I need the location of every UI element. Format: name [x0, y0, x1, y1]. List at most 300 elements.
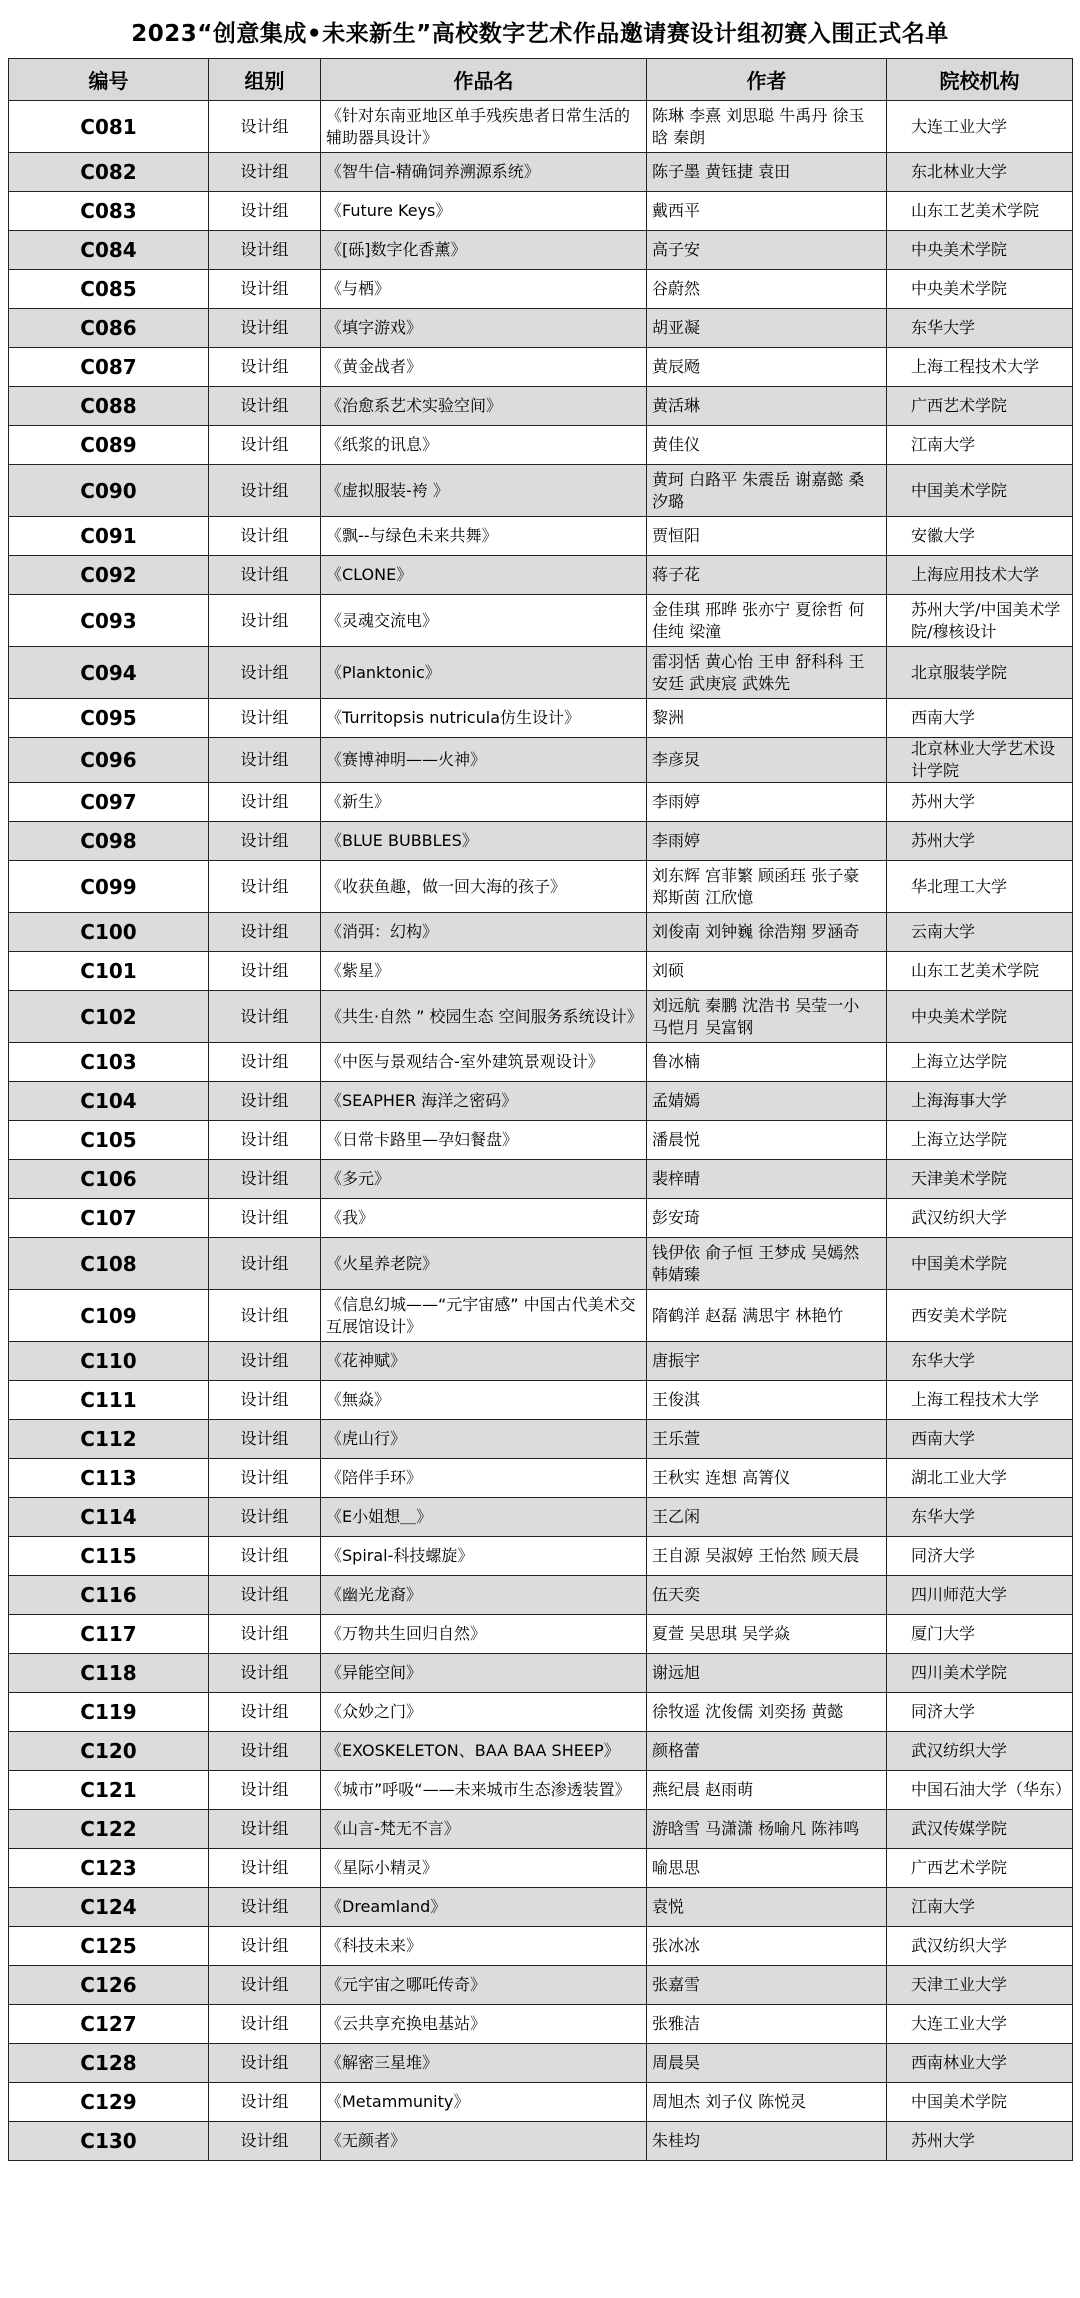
cell-work-title: 《无颜者》: [321, 2122, 647, 2161]
cell-author: 钱伊依 俞子恒 王梦成 吴嫣然 韩婧臻: [647, 1238, 887, 1290]
cell-number: C124: [9, 1888, 209, 1927]
cell-group: 设计组: [209, 231, 321, 270]
cell-institution: 广西艺术学院: [887, 387, 1073, 426]
cell-group: 设计组: [209, 517, 321, 556]
cell-author: 潘晨悦: [647, 1121, 887, 1160]
cell-work-title: 《众妙之门》: [321, 1693, 647, 1732]
cell-institution: 中国美术学院: [887, 1238, 1073, 1290]
cell-work-title: 《幽光龙裔》: [321, 1576, 647, 1615]
cell-author: 戴西平: [647, 192, 887, 231]
cell-number: C086: [9, 309, 209, 348]
table-row: [9, 1498, 1073, 1537]
cell-group: 设计组: [209, 1043, 321, 1082]
cell-group: 设计组: [209, 861, 321, 913]
cell-number: C115: [9, 1537, 209, 1576]
cell-number: C118: [9, 1654, 209, 1693]
cell-institution: 天津美术学院: [887, 1160, 1073, 1199]
cell-author: 李彦炅: [647, 738, 887, 783]
cell-institution: 苏州大学: [887, 2122, 1073, 2161]
cell-work-title: 《無焱》: [321, 1381, 647, 1420]
cell-work-title: 《共生·自然 ” 校园生态 空间服务系统设计》: [321, 991, 647, 1043]
cell-number: C108: [9, 1238, 209, 1290]
cell-group: 设计组: [209, 101, 321, 153]
cell-number: C127: [9, 2005, 209, 2044]
cell-work-title: 《花神赋》: [321, 1342, 647, 1381]
cell-group: 设计组: [209, 1082, 321, 1121]
cell-number: C099: [9, 861, 209, 913]
cell-group: 设计组: [209, 270, 321, 309]
cell-institution: 中央美术学院: [887, 991, 1073, 1043]
table-row: [9, 1693, 1073, 1732]
cell-institution: 广西艺术学院: [887, 1849, 1073, 1888]
table-row: [9, 1966, 1073, 2005]
cell-author: 裴梓晴: [647, 1160, 887, 1199]
cell-number: C104: [9, 1082, 209, 1121]
cell-institution: 山东工艺美术学院: [887, 192, 1073, 231]
finalist-table: [8, 58, 1073, 2161]
header-author: 作者: [647, 59, 887, 101]
cell-institution: 武汉纺织大学: [887, 1732, 1073, 1771]
cell-group: 设计组: [209, 2005, 321, 2044]
cell-work-title: 《Metammunity》: [321, 2083, 647, 2122]
table-row: [9, 1888, 1073, 1927]
cell-author: 刘俊南 刘钟巍 徐浩翔 罗涵奇: [647, 913, 887, 952]
cell-group: 设计组: [209, 1576, 321, 1615]
cell-institution: 武汉纺织大学: [887, 1927, 1073, 1966]
table-row: [9, 738, 1073, 783]
cell-number: C126: [9, 1966, 209, 2005]
table-row: [9, 952, 1073, 991]
cell-number: C116: [9, 1576, 209, 1615]
table-row: [9, 1420, 1073, 1459]
cell-group: 设计组: [209, 1654, 321, 1693]
cell-author: 朱桂均: [647, 2122, 887, 2161]
cell-author: 张冰冰: [647, 1927, 887, 1966]
cell-number: C114: [9, 1498, 209, 1537]
cell-number: C100: [9, 913, 209, 952]
cell-number: C095: [9, 699, 209, 738]
cell-group: 设计组: [209, 1342, 321, 1381]
cell-author: 颜格蕾: [647, 1732, 887, 1771]
table-row: [9, 913, 1073, 952]
cell-number: C122: [9, 1810, 209, 1849]
header-institution: 院校机构: [887, 59, 1073, 101]
table-row: [9, 517, 1073, 556]
table-row: [9, 270, 1073, 309]
cell-institution: 大连工业大学: [887, 2005, 1073, 2044]
cell-group: 设计组: [209, 2122, 321, 2161]
cell-work-title: 《针对东南亚地区单手残疾患者日常生活的辅助器具设计》: [321, 101, 647, 153]
cell-group: 设计组: [209, 1290, 321, 1342]
cell-work-title: 《SEAPHER 海洋之密码》: [321, 1082, 647, 1121]
cell-author: 胡亚凝: [647, 309, 887, 348]
cell-work-title: 《紫星》: [321, 952, 647, 991]
cell-author: 王乙闲: [647, 1498, 887, 1537]
cell-institution: 天津工业大学: [887, 1966, 1073, 2005]
cell-institution: 西南林业大学: [887, 2044, 1073, 2083]
cell-number: C082: [9, 153, 209, 192]
cell-number: C110: [9, 1342, 209, 1381]
cell-number: C123: [9, 1849, 209, 1888]
table-row: [9, 2122, 1073, 2161]
cell-institution: 安徽大学: [887, 517, 1073, 556]
cell-author: 燕纪晨 赵雨萌: [647, 1771, 887, 1810]
cell-author: 贾恒阳: [647, 517, 887, 556]
cell-work-title: 《CLONE》: [321, 556, 647, 595]
cell-work-title: 《星际小精灵》: [321, 1849, 647, 1888]
cell-institution: 苏州大学: [887, 783, 1073, 822]
cell-number: C102: [9, 991, 209, 1043]
cell-number: C081: [9, 101, 209, 153]
cell-institution: 同济大学: [887, 1537, 1073, 1576]
cell-author: 黄活琳: [647, 387, 887, 426]
cell-work-title: 《治愈系艺术实验空间》: [321, 387, 647, 426]
cell-institution: 北京林业大学艺术设计学院: [887, 738, 1073, 783]
cell-group: 设计组: [209, 783, 321, 822]
cell-work-title: 《[砾]数字化香薰》: [321, 231, 647, 270]
cell-group: 设计组: [209, 1238, 321, 1290]
cell-institution: 华北理工大学: [887, 861, 1073, 913]
cell-work-title: 《山言-梵无不言》: [321, 1810, 647, 1849]
cell-author: 谷蔚然: [647, 270, 887, 309]
table-row: [9, 1771, 1073, 1810]
cell-author: 谢远旭: [647, 1654, 887, 1693]
cell-author: 王俊淇: [647, 1381, 887, 1420]
cell-work-title: 《与栖》: [321, 270, 647, 309]
cell-group: 设计组: [209, 699, 321, 738]
cell-author: 孟婧嫣: [647, 1082, 887, 1121]
cell-number: C088: [9, 387, 209, 426]
table-row: [9, 1849, 1073, 1888]
cell-author: 徐牧遥 沈俊儒 刘奕扬 黄懿: [647, 1693, 887, 1732]
cell-work-title: 《填字游戏》: [321, 309, 647, 348]
cell-institution: 中国美术学院: [887, 2083, 1073, 2122]
cell-work-title: 《Dreamland》: [321, 1888, 647, 1927]
cell-work-title: 《信息幻城——“元宇宙感” 中国古代美术交互展馆设计》: [321, 1290, 647, 1342]
cell-author: 蒋子花: [647, 556, 887, 595]
cell-number: C106: [9, 1160, 209, 1199]
page-title: 2023“创意集成•未来新生”高校数字艺术作品邀请赛设计组初赛入围正式名单: [131, 21, 949, 47]
cell-author: 黄珂 白路平 朱震岳 谢嘉懿 桑汐璐: [647, 465, 887, 517]
cell-work-title: 《Turritopsis nutricula仿生设计》: [321, 699, 647, 738]
table-row: [9, 1615, 1073, 1654]
cell-work-title: 《虚拟服装-袴 》: [321, 465, 647, 517]
cell-number: C092: [9, 556, 209, 595]
cell-number: C129: [9, 2083, 209, 2122]
table-row: [9, 2083, 1073, 2122]
cell-number: C120: [9, 1732, 209, 1771]
header-group: 组别: [209, 59, 321, 101]
table-row: [9, 991, 1073, 1043]
cell-work-title: 《E小姐想＿》: [321, 1498, 647, 1537]
cell-institution: 上海立达学院: [887, 1043, 1073, 1082]
cell-work-title: 《我》: [321, 1199, 647, 1238]
table-row: [9, 1537, 1073, 1576]
cell-group: 设计组: [209, 1199, 321, 1238]
cell-group: 设计组: [209, 1927, 321, 1966]
cell-number: C105: [9, 1121, 209, 1160]
cell-number: C091: [9, 517, 209, 556]
cell-group: 设计组: [209, 1498, 321, 1537]
cell-number: C097: [9, 783, 209, 822]
cell-work-title: 《城市”呼吸“——未来城市生态渗透装置》: [321, 1771, 647, 1810]
cell-work-title: 《陪伴手环》: [321, 1459, 647, 1498]
cell-author: 隋鹤洋 赵磊 满思宇 林艳竹: [647, 1290, 887, 1342]
table-row: [9, 1654, 1073, 1693]
cell-number: C121: [9, 1771, 209, 1810]
cell-author: 李雨婷: [647, 783, 887, 822]
cell-institution: 苏州大学: [887, 822, 1073, 861]
cell-author: 张雅洁: [647, 2005, 887, 2044]
cell-group: 设计组: [209, 1693, 321, 1732]
table-row: [9, 1043, 1073, 1082]
cell-work-title: 《虎山行》: [321, 1420, 647, 1459]
cell-number: C087: [9, 348, 209, 387]
cell-work-title: 《异能空间》: [321, 1654, 647, 1693]
cell-author: 喻思思: [647, 1849, 887, 1888]
cell-work-title: 《Spiral-科技螺旋》: [321, 1537, 647, 1576]
header-work: 作品名: [321, 59, 647, 101]
cell-institution: 中央美术学院: [887, 231, 1073, 270]
cell-group: 设计组: [209, 1888, 321, 1927]
table-row: [9, 192, 1073, 231]
cell-work-title: 《万物共生回归自然》: [321, 1615, 647, 1654]
cell-group: 设计组: [209, 595, 321, 647]
table-row: [9, 1576, 1073, 1615]
cell-number: C107: [9, 1199, 209, 1238]
table-row: [9, 647, 1073, 699]
cell-work-title: 《日常卡路里—孕妇餐盘》: [321, 1121, 647, 1160]
cell-work-title: 《灵魂交流电》: [321, 595, 647, 647]
cell-author: 周晨昊: [647, 2044, 887, 2083]
cell-institution: 云南大学: [887, 913, 1073, 952]
cell-number: C085: [9, 270, 209, 309]
cell-group: 设计组: [209, 1810, 321, 1849]
cell-group: 设计组: [209, 192, 321, 231]
table-row: [9, 783, 1073, 822]
table-row: [9, 1082, 1073, 1121]
cell-author: 陈琳 李熹 刘思聪 牛禹丹 徐玉晗 秦朗: [647, 101, 887, 153]
cell-institution: 中国美术学院: [887, 465, 1073, 517]
cell-author: 鲁冰楠: [647, 1043, 887, 1082]
cell-institution: 同济大学: [887, 1693, 1073, 1732]
cell-institution: 北京服装学院: [887, 647, 1073, 699]
cell-institution: 武汉纺织大学: [887, 1199, 1073, 1238]
cell-work-title: 《多元》: [321, 1160, 647, 1199]
table-row: [9, 1199, 1073, 1238]
cell-number: C093: [9, 595, 209, 647]
cell-number: C083: [9, 192, 209, 231]
cell-number: C125: [9, 1927, 209, 1966]
cell-work-title: 《EXOSKELETON、BAA BAA SHEEP》: [321, 1732, 647, 1771]
table-row: [9, 2005, 1073, 2044]
cell-group: 设计组: [209, 952, 321, 991]
cell-institution: 湖北工业大学: [887, 1459, 1073, 1498]
cell-group: 设计组: [209, 2044, 321, 2083]
cell-work-title: 《收获鱼趣，做一回大海的孩子》: [321, 861, 647, 913]
cell-work-title: 《Planktonic》: [321, 647, 647, 699]
cell-institution: 西南大学: [887, 1420, 1073, 1459]
header-row: [9, 59, 1073, 101]
cell-group: 设计组: [209, 465, 321, 517]
cell-group: 设计组: [209, 1121, 321, 1160]
table-row: [9, 1381, 1073, 1420]
cell-institution: 山东工艺美术学院: [887, 952, 1073, 991]
cell-work-title: 《纸浆的讯息》: [321, 426, 647, 465]
table-row: [9, 153, 1073, 192]
cell-number: C117: [9, 1615, 209, 1654]
cell-author: 刘硕: [647, 952, 887, 991]
cell-group: 设计组: [209, 1966, 321, 2005]
cell-group: 设计组: [209, 1459, 321, 1498]
cell-work-title: 《中医与景观结合-室外建筑景观设计》: [321, 1043, 647, 1082]
cell-number: C090: [9, 465, 209, 517]
cell-author: 唐振宇: [647, 1342, 887, 1381]
cell-group: 设计组: [209, 348, 321, 387]
table-row: [9, 1121, 1073, 1160]
cell-work-title: 《解密三星堆》: [321, 2044, 647, 2083]
cell-institution: 苏州大学/中国美术学院/穆核设计: [887, 595, 1073, 647]
cell-number: C098: [9, 822, 209, 861]
cell-group: 设计组: [209, 738, 321, 783]
cell-institution: 江南大学: [887, 426, 1073, 465]
cell-institution: 江南大学: [887, 1888, 1073, 1927]
cell-institution: 西南大学: [887, 699, 1073, 738]
cell-author: 王自源 吴淑婷 王怡然 顾天晨: [647, 1537, 887, 1576]
table-row: [9, 556, 1073, 595]
cell-institution: 上海海事大学: [887, 1082, 1073, 1121]
cell-number: C109: [9, 1290, 209, 1342]
cell-author: 黄佳仪: [647, 426, 887, 465]
cell-institution: 西安美术学院: [887, 1290, 1073, 1342]
cell-work-title: 《云共享充换电基站》: [321, 2005, 647, 2044]
cell-author: 夏萱 吴思琪 吴学焱: [647, 1615, 887, 1654]
cell-work-title: 《元宇宙之哪吒传奇》: [321, 1966, 647, 2005]
cell-author: 李雨婷: [647, 822, 887, 861]
cell-number: C113: [9, 1459, 209, 1498]
cell-institution: 东华大学: [887, 309, 1073, 348]
cell-institution: 东华大学: [887, 1342, 1073, 1381]
cell-number: C094: [9, 647, 209, 699]
table-row: [9, 1927, 1073, 1966]
cell-number: C084: [9, 231, 209, 270]
cell-group: 设计组: [209, 822, 321, 861]
cell-number: C128: [9, 2044, 209, 2083]
cell-institution: 上海应用技术大学: [887, 556, 1073, 595]
cell-institution: 武汉传媒学院: [887, 1810, 1073, 1849]
table-row: [9, 426, 1073, 465]
header-number: 编号: [9, 59, 209, 101]
cell-group: 设计组: [209, 1160, 321, 1199]
cell-institution: 四川师范大学: [887, 1576, 1073, 1615]
cell-author: 王秋实 连想 高箐仪: [647, 1459, 887, 1498]
table-row: [9, 1732, 1073, 1771]
table-row: [9, 1238, 1073, 1290]
cell-institution: 东华大学: [887, 1498, 1073, 1537]
cell-institution: 东北林业大学: [887, 153, 1073, 192]
cell-group: 设计组: [209, 153, 321, 192]
cell-group: 设计组: [209, 426, 321, 465]
cell-author: 刘远航 秦鹏 沈浩书 吴莹一小 马恺月 吴富钢: [647, 991, 887, 1043]
cell-author: 雷羽恬 黄心怡 王申 舒科科 王安廷 武庚宸 武姝先: [647, 647, 887, 699]
table-row: [9, 1290, 1073, 1342]
cell-institution: 中央美术学院: [887, 270, 1073, 309]
cell-number: C119: [9, 1693, 209, 1732]
cell-author: 金佳琪 邢晔 张亦宁 夏徐哲 何佳纯 梁潼: [647, 595, 887, 647]
cell-institution: 上海工程技术大学: [887, 348, 1073, 387]
table-row: [9, 348, 1073, 387]
cell-work-title: 《Future Keys》: [321, 192, 647, 231]
cell-number: C112: [9, 1420, 209, 1459]
table-row: [9, 101, 1073, 153]
cell-institution: 中国石油大学（华东）: [887, 1771, 1073, 1810]
cell-group: 设计组: [209, 1420, 321, 1459]
cell-group: 设计组: [209, 1849, 321, 1888]
cell-group: 设计组: [209, 913, 321, 952]
cell-group: 设计组: [209, 1381, 321, 1420]
table-row: [9, 1459, 1073, 1498]
cell-number: C111: [9, 1381, 209, 1420]
cell-group: 设计组: [209, 309, 321, 348]
cell-group: 设计组: [209, 2083, 321, 2122]
cell-work-title: 《新生》: [321, 783, 647, 822]
cell-author: 王乐萱: [647, 1420, 887, 1459]
cell-number: C096: [9, 738, 209, 783]
cell-work-title: 《智牛信-精确饲养溯源系统》: [321, 153, 647, 192]
table-row: [9, 387, 1073, 426]
cell-number: C101: [9, 952, 209, 991]
cell-work-title: 《火星养老院》: [321, 1238, 647, 1290]
cell-number: C130: [9, 2122, 209, 2161]
table-row: [9, 1160, 1073, 1199]
cell-number: C089: [9, 426, 209, 465]
table-row: [9, 822, 1073, 861]
cell-work-title: 《赛博神明——火神》: [321, 738, 647, 783]
cell-author: 游晗雪 马潇潇 杨喻凡 陈祎鸣: [647, 1810, 887, 1849]
cell-author: 袁悦: [647, 1888, 887, 1927]
cell-number: C103: [9, 1043, 209, 1082]
cell-work-title: 《消弭：幻构》: [321, 913, 647, 952]
table-row: [9, 231, 1073, 270]
cell-institution: 上海立达学院: [887, 1121, 1073, 1160]
table-row: [9, 2044, 1073, 2083]
table-row: [9, 861, 1073, 913]
cell-work-title: 《BLUE BUBBLES》: [321, 822, 647, 861]
cell-group: 设计组: [209, 1615, 321, 1654]
table-row: [9, 699, 1073, 738]
cell-group: 设计组: [209, 1732, 321, 1771]
cell-group: 设计组: [209, 1771, 321, 1810]
cell-group: 设计组: [209, 387, 321, 426]
cell-group: 设计组: [209, 556, 321, 595]
cell-group: 设计组: [209, 1537, 321, 1576]
table-row: [9, 309, 1073, 348]
cell-author: 周旭杰 刘子仪 陈悦灵: [647, 2083, 887, 2122]
cell-author: 高子安: [647, 231, 887, 270]
table-row: [9, 595, 1073, 647]
cell-work-title: 《飘--与绿色未来共舞》: [321, 517, 647, 556]
cell-institution: 大连工业大学: [887, 101, 1073, 153]
table-row: [9, 465, 1073, 517]
cell-author: 黎洲: [647, 699, 887, 738]
cell-group: 设计组: [209, 991, 321, 1043]
cell-work-title: 《黄金战者》: [321, 348, 647, 387]
cell-author: 刘东辉 宫菲繁 顾函珏 张子豪 郑斯茵 江欣憶: [647, 861, 887, 913]
cell-institution: 上海工程技术大学: [887, 1381, 1073, 1420]
cell-author: 彭安琦: [647, 1199, 887, 1238]
cell-author: 陈子墨 黄钰捷 袁田: [647, 153, 887, 192]
cell-institution: 厦门大学: [887, 1615, 1073, 1654]
